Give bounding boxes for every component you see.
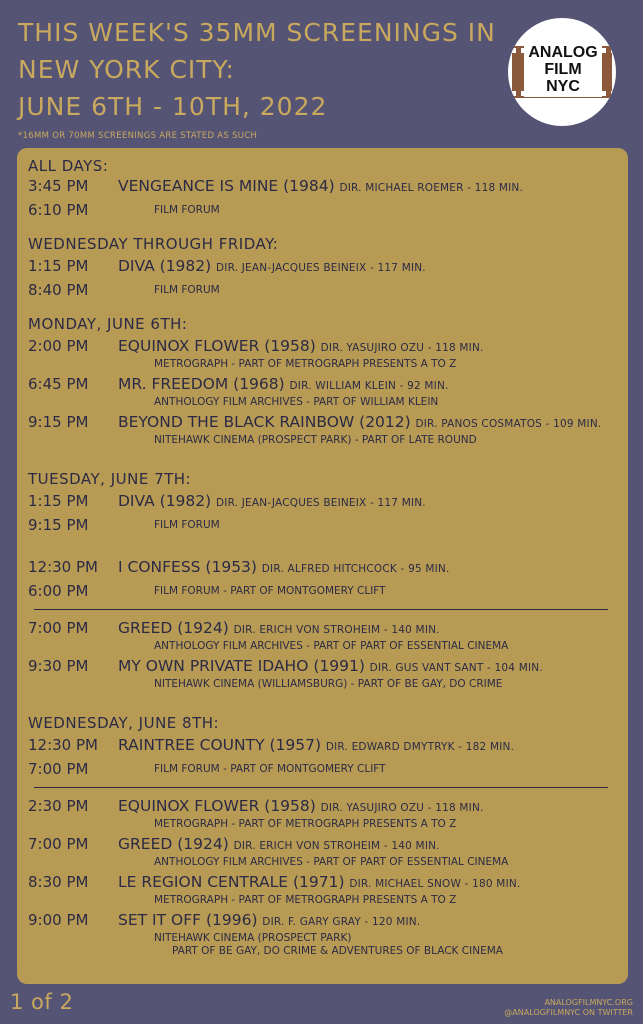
- film-title: VENGEANCE IS MINE (1984): [118, 177, 335, 195]
- screening-row: [28, 910, 616, 932]
- showtime: 3:45 PM: [28, 177, 89, 195]
- venue: ANTHOLOGY FILM ARCHIVES - PART OF WILLIAM KLEIN: [154, 396, 439, 408]
- showtime: 1:15 PM: [28, 257, 89, 275]
- venue-series: PART OF BE GAY, DO CRIME & ADVENTURES OF BLACK CINEMA: [172, 945, 503, 957]
- film-director: DIR. ERICH VON STROHEIM - 140 MIN.: [233, 840, 440, 852]
- divider: [34, 609, 608, 610]
- showtime: 2:00 PM: [28, 337, 89, 355]
- venue: FILM FORUM: [154, 519, 220, 531]
- film-director: DIR. ERICH VON STROHEIM - 140 MIN.: [233, 624, 440, 636]
- showtime: 12:30 PM: [28, 736, 98, 754]
- page-indicator: 1 of 2: [10, 990, 74, 1014]
- screening-row: [28, 256, 616, 278]
- venue: NITEHAWK CINEMA (PROSPECT PARK): [154, 932, 352, 944]
- screening-row: [28, 200, 616, 220]
- screening-row: [28, 872, 616, 894]
- film-title: I CONFESS (1953): [118, 558, 257, 576]
- day-heading-wed-fri: WEDNESDAY THROUGH FRIDAY:: [28, 235, 279, 253]
- showtime: 2:30 PM: [28, 797, 89, 815]
- film-director: DIR. EDWARD DMYTRYK - 182 MIN.: [325, 741, 515, 753]
- showtime: 8:30 PM: [28, 873, 89, 891]
- film-title: SET IT OFF (1996): [118, 911, 258, 929]
- showtime: 9:15 PM: [28, 413, 89, 431]
- film-title: RAINTREE COUNTY (1957): [118, 736, 322, 754]
- film-title: DIVA (1982): [118, 257, 212, 275]
- film-title: LE REGION CENTRALE (1971): [118, 873, 345, 891]
- screening-row: [28, 834, 616, 856]
- page-title-line-1: THIS WEEK'S 35MM SCREENINGS IN: [18, 18, 496, 47]
- schedule-panel: [17, 148, 628, 984]
- venue: FILM FORUM: [154, 284, 220, 296]
- day-heading-wednesday: WEDNESDAY, JUNE 8TH:: [28, 714, 220, 732]
- footer-credits: [504, 998, 633, 1018]
- logo-text: ANALOG FILM NYC: [524, 42, 602, 97]
- film-director: DIR. MICHAEL ROEMER - 118 MIN.: [339, 182, 524, 194]
- showtime: 9:15 PM: [28, 516, 89, 534]
- showtime: 7:00 PM: [28, 760, 89, 778]
- film-title: DIVA (1982): [118, 492, 212, 510]
- venue: FILM FORUM: [154, 204, 220, 216]
- showtime: 8:40 PM: [28, 281, 89, 299]
- showtime: 7:00 PM: [28, 619, 89, 637]
- film-title: EQUINOX FLOWER (1958): [118, 797, 316, 815]
- screening-row: [28, 656, 616, 678]
- film-director: DIR. JEAN-JACQUES BEINEIX - 117 MIN.: [215, 262, 426, 274]
- venue: NITEHAWK CINEMA (WILLIAMSBURG) - PART OF BE GAY, DO CRIME: [154, 678, 503, 690]
- film-director: DIR. F. GARY GRAY - 120 MIN.: [262, 916, 421, 928]
- venue: METROGRAPH - PART OF METROGRAPH PRESENTS A TO Z: [154, 358, 457, 370]
- film-title: BEYOND THE BLACK RAINBOW (2012): [118, 413, 411, 431]
- film-director: DIR. YASUJIRO OZU - 118 MIN.: [320, 342, 484, 354]
- screening-row: [28, 374, 616, 396]
- website-link[interactable]: ANALOGFILMNYC.ORG: [544, 998, 633, 1007]
- screening-row: [28, 759, 616, 779]
- film-title: GREED (1924): [118, 835, 229, 853]
- screening-row: [28, 618, 616, 640]
- showtime: 1:15 PM: [28, 492, 89, 510]
- showtime: 9:00 PM: [28, 911, 89, 929]
- showtime: 6:45 PM: [28, 375, 89, 393]
- screening-row: [28, 557, 616, 579]
- showtime: 6:10 PM: [28, 201, 89, 219]
- screening-row: [28, 412, 616, 434]
- day-heading-all-days: ALL DAYS:: [28, 157, 109, 175]
- venue: ANTHOLOGY FILM ARCHIVES - PART OF PART OF ESSENTIAL CINEMA: [154, 640, 509, 652]
- venue: NITEHAWK CINEMA (PROSPECT PARK) - PART OF LATE ROUND: [154, 434, 477, 446]
- screening-row: [28, 491, 616, 513]
- showtime: 6:00 PM: [28, 582, 89, 600]
- screening-row: [28, 796, 616, 818]
- venue: METROGRAPH - PART OF METROGRAPH PRESENTS A TO Z: [154, 894, 457, 906]
- screening-row: [28, 515, 616, 535]
- day-heading-tuesday: TUESDAY, JUNE 7TH:: [28, 470, 192, 488]
- venue: ANTHOLOGY FILM ARCHIVES - PART OF PART OF ESSENTIAL CINEMA: [154, 856, 509, 868]
- film-director: DIR. WILLIAM KLEIN - 92 MIN.: [289, 380, 449, 392]
- page-title-line-3: JUNE 6TH - 10TH, 2022: [18, 92, 328, 121]
- film-title: MR. FREEDOM (1968): [118, 375, 285, 393]
- screening-row: [28, 176, 616, 198]
- analog-film-nyc-logo: [508, 18, 616, 126]
- film-director: DIR. JEAN-JACQUES BEINEIX - 117 MIN.: [215, 497, 426, 509]
- venue: METROGRAPH - PART OF METROGRAPH PRESENTS A TO Z: [154, 818, 457, 830]
- screening-row: [28, 336, 616, 358]
- film-director: DIR. MICHAEL SNOW - 180 MIN.: [349, 878, 521, 890]
- showtime: 7:00 PM: [28, 835, 89, 853]
- film-title: MY OWN PRIVATE IDAHO (1991): [118, 657, 365, 675]
- format-note: *16MM OR 70MM SCREENINGS ARE STATED AS SUCH: [18, 131, 258, 141]
- day-heading-monday: MONDAY, JUNE 6TH:: [28, 315, 188, 333]
- page-title-line-2: NEW YORK CITY:: [18, 55, 235, 84]
- film-title: EQUINOX FLOWER (1958): [118, 337, 316, 355]
- venue: FILM FORUM - PART OF MONTGOMERY CLIFT: [154, 763, 386, 775]
- screening-row: [28, 280, 616, 300]
- showtime: 12:30 PM: [28, 558, 98, 576]
- film-title: GREED (1924): [118, 619, 229, 637]
- screening-row: [28, 581, 616, 601]
- film-director: DIR. YASUJIRO OZU - 118 MIN.: [320, 802, 484, 814]
- page-header: [18, 14, 496, 141]
- film-director: DIR. GUS VANT SANT - 104 MIN.: [369, 662, 543, 674]
- film-director: DIR. PANOS COSMATOS - 109 MIN.: [415, 418, 602, 430]
- screening-row: [28, 735, 616, 757]
- film-director: DIR. ALFRED HITCHCOCK - 95 MIN.: [261, 563, 450, 575]
- venue: FILM FORUM - PART OF MONTGOMERY CLIFT: [154, 585, 386, 597]
- divider: [34, 787, 608, 788]
- showtime: 9:30 PM: [28, 657, 89, 675]
- twitter-handle[interactable]: @ANALOGFILMNYC ON TWITTER: [504, 1008, 633, 1017]
